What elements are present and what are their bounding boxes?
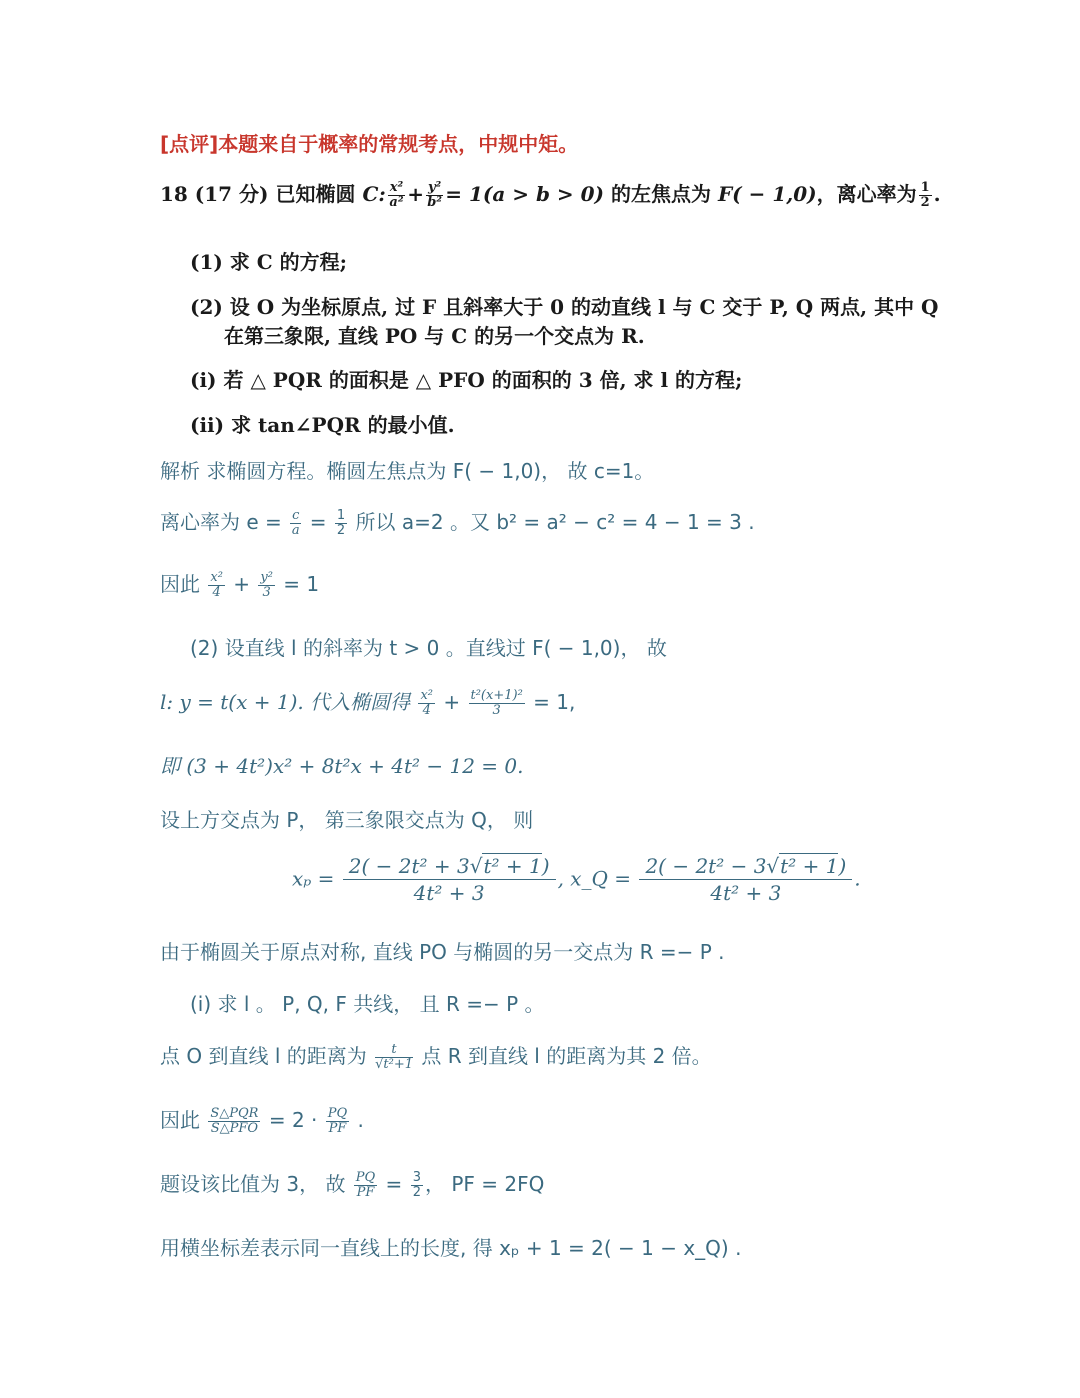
solution-line-2-a: 离心率为 e = <box>160 510 289 534</box>
solution-line-5-a: l: y = t(x + 1). 代入椭圆得 <box>160 690 417 714</box>
question-2-i: (i) 若 △ PQR 的面积是 △ PFO 的面积的 3 倍, 求 l 的方程; <box>190 368 743 392</box>
ellipse-eq-fraction-y-num: y² <box>260 570 273 586</box>
header-fraction-x <box>388 181 405 209</box>
header-half-fraction <box>919 181 932 209</box>
header-mid-text: 的左焦点为 <box>604 182 718 206</box>
solution-line-11-b: 点 R 到直线 l 的距离为其 2 倍。 <box>414 1044 712 1068</box>
ellipse-eq-fraction-x <box>208 571 225 599</box>
solution-line-14: 用横坐标差表示同一直线上的长度, 得 xₚ + 1 = 2( − 1 − x_Q) . <box>160 1236 742 1260</box>
solution-line-11 <box>160 1040 712 1072</box>
question-1: (1) 求 C 的方程; <box>190 250 348 274</box>
solution-line-12-b: = 2 · <box>262 1108 324 1132</box>
sub-fraction-x <box>418 689 435 717</box>
header-equation: = 1(a > b > 0) <box>445 182 605 206</box>
sub-fraction-t <box>469 689 525 717</box>
header-fraction-x-num: x² <box>389 180 404 196</box>
sub-fraction-x-den: 4 <box>422 703 431 718</box>
xp-fraction <box>343 856 556 904</box>
ellipse-name: C: <box>362 182 386 206</box>
ecc-fraction-ca <box>290 509 301 537</box>
solution-line-7: 设上方交点为 P， 第三象限交点为 Q， 则 <box>160 808 534 832</box>
solution-line-3 <box>160 568 319 600</box>
solution-line-2-c: 所以 a=2 。又 b² = a² − c² = 4 − 1 = 3 . <box>349 510 755 534</box>
solution-line-12-c: . <box>351 1108 364 1132</box>
area-ratio-den: S△PFO <box>210 1121 259 1136</box>
solution-line-1: 解析 求椭圆方程。椭圆左焦点为 F( − 1,0)， 故 c=1。 <box>160 459 655 483</box>
solution-line-13-c: ， PF = 2FQ <box>424 1172 545 1196</box>
header-fraction-y <box>426 181 443 209</box>
solution-line-13-b: = <box>379 1172 409 1196</box>
header-focus: F( − 1,0) <box>717 182 817 206</box>
xq-fraction <box>639 856 852 904</box>
ecc-fraction-ca-den: a <box>291 523 300 538</box>
ecc-fraction-half <box>335 509 347 537</box>
header-half-den: 2 <box>920 195 930 210</box>
ellipse-eq-fraction-y <box>258 571 275 599</box>
xp-label: xₚ = <box>292 866 341 891</box>
header-fraction-x-den: a² <box>389 195 404 210</box>
solution-line-3-plus: + <box>226 572 257 596</box>
header-end: . <box>933 182 941 206</box>
solution-line-13-a: 题设该比值为 3， 故 <box>160 1172 352 1196</box>
area-ratio-num: S△PQR <box>210 1106 259 1122</box>
length-ratio-den: PF <box>328 1121 347 1136</box>
solution-line-12-a: 因此 <box>160 1108 207 1132</box>
question-2-line-1: (2) 设 O 为坐标原点, 过 F 且斜率大于 0 的动直线 l 与 C 交于 P, Q 两点, 其中 Q <box>190 295 939 319</box>
xq-fraction-num: 2( − 2t² − 3√t² + 1) <box>639 856 852 880</box>
xq-fraction-den: 4t² + 3 <box>710 881 782 905</box>
xp-num-b: ) <box>541 854 550 878</box>
solution-line-8-end: . <box>854 866 861 891</box>
xp-fraction-den: 4t² + 3 <box>413 881 485 905</box>
xq-sqrt: t² + 1 <box>780 854 839 878</box>
sub-fraction-x-num: x² <box>420 688 434 704</box>
distance-fraction-num: t <box>375 1043 413 1058</box>
ellipse-eq-fraction-y-den: 3 <box>262 585 271 600</box>
ecc-fraction-half-den: 2 <box>336 523 346 538</box>
ecc-fraction-ca-num: c <box>292 508 300 524</box>
solution-line-8 <box>292 856 861 904</box>
pq-pf-den: PF <box>356 1185 375 1200</box>
question-2-ii: (ii) 求 tan∠PQR 的最小值. <box>190 413 455 437</box>
three-halves-fraction <box>411 1171 423 1199</box>
ellipse-eq-fraction-x-den: 4 <box>212 585 221 600</box>
solution-line-3-b: = 1 <box>276 572 320 596</box>
header-fraction-y-den: b² <box>427 195 442 210</box>
xp-sqrt: t² + 1 <box>483 854 542 878</box>
three-halves-num: 3 <box>412 1170 421 1186</box>
problem-header <box>160 178 941 210</box>
solution-line-5 <box>160 686 575 718</box>
distance-fraction <box>375 1043 413 1071</box>
area-ratio-fraction <box>208 1107 260 1135</box>
solution-line-4: (2) 设直线 l 的斜率为 t > 0 。直线过 F( − 1,0)， 故 <box>190 636 667 660</box>
three-halves-den: 2 <box>412 1185 421 1200</box>
solution-line-6: 即 (3 + 4t²)x² + 8t²x + 4t² − 12 = 0. <box>160 754 524 778</box>
solution-line-3-a: 因此 <box>160 572 207 596</box>
xq-num-a: 2( − 2t² − 3 <box>645 854 767 878</box>
question-2-line-2: 在第三象限, 直线 PO 与 C 的另一个交点为 R. <box>224 324 645 348</box>
review-comment: [点评]本题来自于概率的常规考点，中规中矩。 <box>160 132 579 156</box>
length-ratio-fraction <box>326 1107 349 1135</box>
sub-fraction-t-num: t²(x+1)² <box>470 688 523 704</box>
pq-pf-fraction <box>354 1171 377 1199</box>
ellipse-eq-fraction-x-num: x² <box>210 570 223 586</box>
ecc-fraction-half-num: 1 <box>336 508 346 524</box>
xp-num-a: 2( − 2t² + 3 <box>348 854 470 878</box>
solution-line-10: (i) 求 l 。 P, Q, F 共线， 且 R =− P 。 <box>190 992 545 1016</box>
header-plus: + <box>407 182 424 206</box>
solution-line-9: 由于椭圆关于原点对称, 直线 PO 与椭圆的另一交点为 R =− P . <box>160 940 725 964</box>
xq-num-b: ) <box>838 854 847 878</box>
xq-label: , x_Q = <box>557 866 638 891</box>
header-ecc-text: ，离心率为 <box>816 182 917 206</box>
header-fraction-y-num: y² <box>427 180 442 196</box>
solution-line-13 <box>160 1168 544 1200</box>
solution-line-2 <box>160 506 755 538</box>
solution-line-5-b: = 1, <box>526 690 576 714</box>
pq-pf-num: PQ <box>355 1170 376 1186</box>
solution-line-2-b: = <box>303 510 333 534</box>
solution-line-11-a: 点 O 到直线 l 的距离为 <box>160 1044 374 1068</box>
problem-header-prefix: 18 (17 分) 已知椭圆 <box>160 182 363 206</box>
header-half-num: 1 <box>920 180 930 196</box>
distance-fraction-den: √t²+1 <box>375 1057 413 1072</box>
solution-line-5-plus: + <box>437 690 467 714</box>
sub-fraction-t-den: 3 <box>492 703 501 718</box>
length-ratio-num: PQ <box>327 1106 348 1122</box>
solution-line-12 <box>160 1104 364 1136</box>
xp-fraction-num: 2( − 2t² + 3√t² + 1) <box>343 856 556 880</box>
